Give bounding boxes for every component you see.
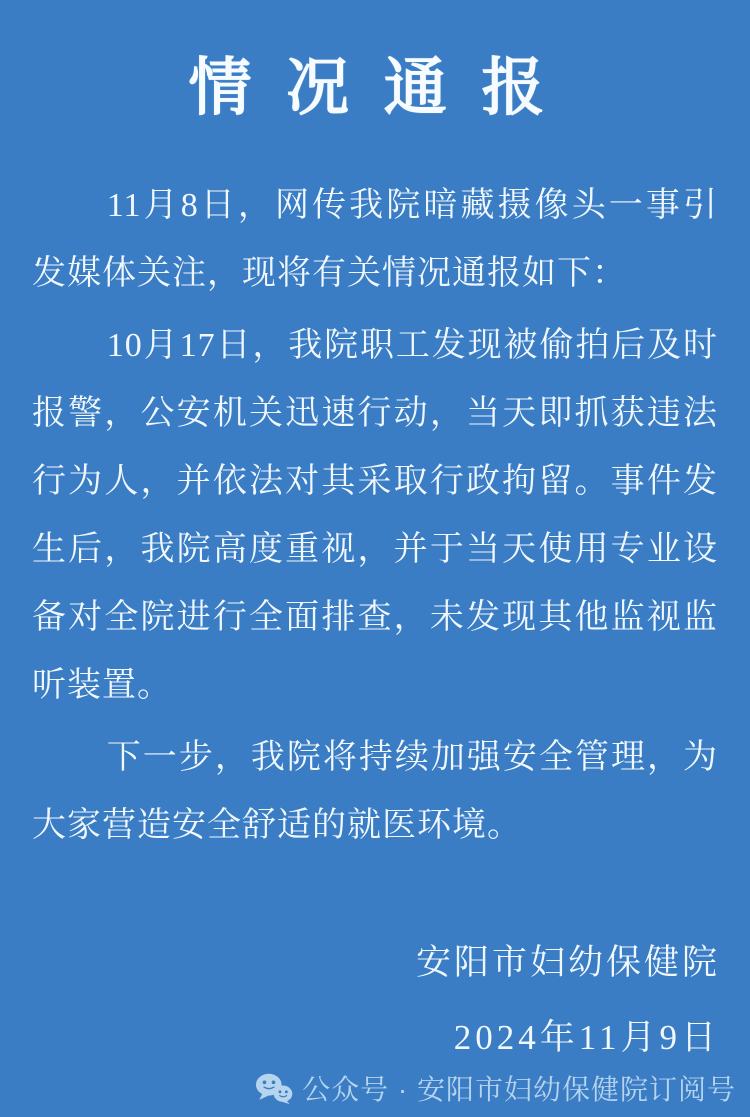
notice-paragraph-3: 下一步，我院将持续加强安全管理，为大家营造安全舒适的就医环境。 — [32, 739, 718, 844]
issue-date: 2024年11月9日 — [453, 1018, 720, 1057]
wechat-watermark — [255, 1068, 736, 1108]
wechat-account-label: 公众号 · 安阳市妇幼保健院订阅号 — [302, 1074, 736, 1105]
notice-body — [32, 172, 718, 860]
notice-paragraph-2: 10月17日，我院职工发现被偷拍后及时报警，公安机关迅速行动，当天即抓获违法行为人，并依法对其采取行政拘留。事件发生后，我院高度重视，并于当天使用专业设备对全院进行全面排查，未发现其他监视监听装置。 — [32, 327, 718, 704]
notice-paragraph-1: 11月8日，网传我院暗藏摄像头一事引发媒体关注，现将有关情况通报如下： — [32, 187, 718, 292]
issuer-name: 安阳市妇幼保健院 — [415, 943, 720, 982]
notice-title: 情况通报 — [188, 53, 580, 123]
signature-block — [416, 938, 720, 1063]
wechat-icon — [255, 1072, 293, 1105]
